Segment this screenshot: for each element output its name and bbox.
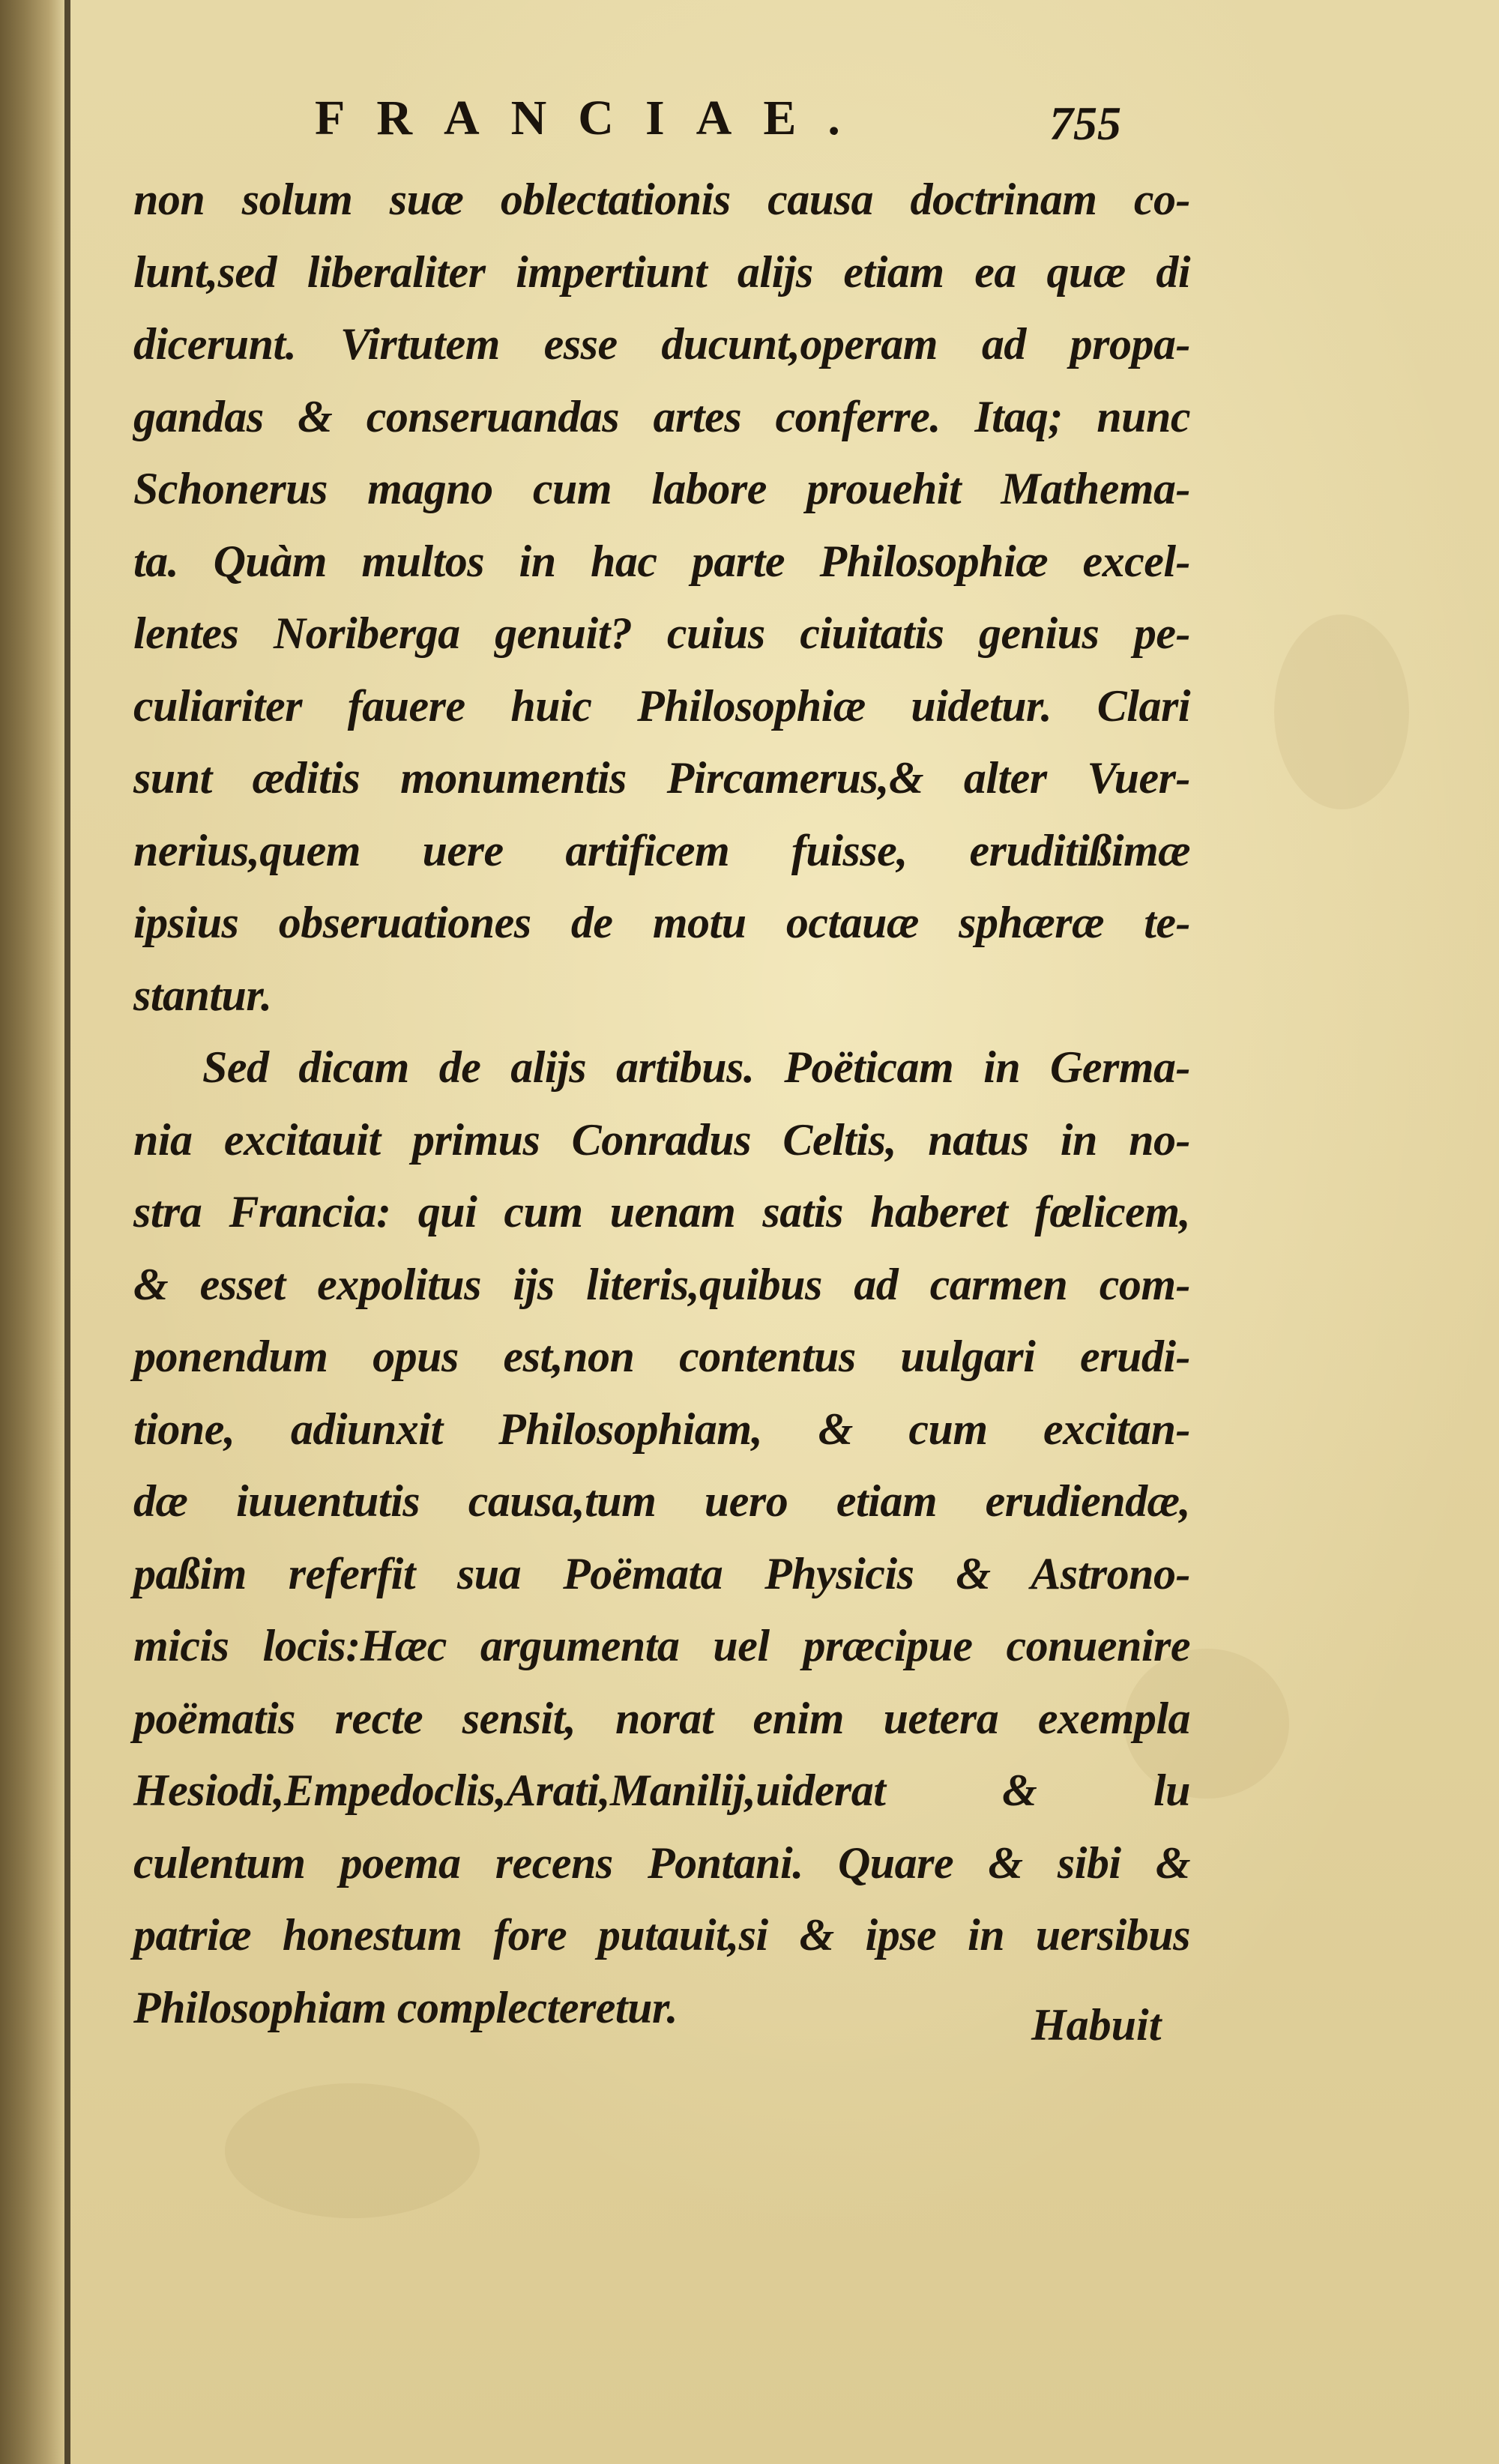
- text-line: & esset expolitus ijs literis,quibus ad carmen com-: [133, 1259, 1190, 1309]
- page-gutter: [0, 0, 69, 2464]
- text-line: dicerunt. Virtutem esse ducunt,operam ad propa-: [133, 319, 1190, 369]
- text-line: paßim referfit sua Poëmata Physicis & Astrono-: [133, 1548, 1190, 1598]
- body-text: [133, 163, 1190, 2044]
- text-line: lentes Noriberga genuit? cuius ciuitatis genius pe-: [133, 609, 1190, 658]
- text-line: tione, adiunxit Philosophiam, & cum excitan-: [133, 1404, 1190, 1454]
- text-line: lunt,sed liberaliter impertiunt alijs etiam ea quæ di: [133, 247, 1190, 297]
- text-line: poëmatis recte sensit, norat enim uetera exempla: [133, 1693, 1190, 1743]
- text-line: culiariter fauere huic Philosophiæ uidetur. Clari: [133, 680, 1190, 731]
- text-line: Sed dicam de alijs artibus. Poëticam in Germa-: [202, 1042, 1190, 1092]
- page-header: [0, 90, 1499, 157]
- text-line: stra Francia: qui cum uenam satis haberet fœlicem,: [133, 1187, 1190, 1236]
- paper-stain: [1274, 615, 1409, 809]
- text-line: Schonerus magno cum labore prouehit Mathema-: [133, 464, 1190, 513]
- running-title: FRANCIAE.: [315, 91, 872, 145]
- text-line: sunt æditis monumentis Pircamerus,& alter Vuer-: [133, 753, 1190, 803]
- text-line: micis locis:Hæc argumenta uel præcipue conuenire: [133, 1621, 1190, 1670]
- page-number: 755: [1049, 97, 1121, 150]
- paper-stain: [225, 2083, 480, 2218]
- text-line: ta. Quàm multos in hac parte Philosophiæ excel-: [133, 536, 1190, 586]
- text-line: patriæ honestum fore putauit,si & ipse in uersibus: [133, 1910, 1190, 1960]
- text-line: culentum poema recens Pontani. Quare & sibi &: [133, 1838, 1190, 1888]
- catchword: Habuit: [1031, 2000, 1162, 2050]
- gutter-edge: [64, 0, 70, 2464]
- text-line: stantur.: [133, 970, 272, 1020]
- text-line: ponendum opus est,non contentus uulgari erudi-: [133, 1332, 1190, 1381]
- text-line: Philosophiam complecteretur.: [133, 1982, 678, 2032]
- text-line: non solum suæ oblectationis causa doctrinam co-: [133, 175, 1190, 224]
- text-line: Hesiodi,Empedoclis,Arati,Manilij,uiderat & lu: [133, 1766, 1190, 1815]
- text-line: gandas & conseruandas artes conferre. Itaq; nunc: [133, 391, 1190, 441]
- text-line: nia excitauit primus Conradus Celtis, natus in no-: [133, 1114, 1190, 1165]
- text-line: nerius,quem uere artificem fuisse, eruditißimæ: [133, 825, 1190, 875]
- text-line: ipsius obseruationes de motu octauæ sphæræ te-: [133, 898, 1190, 947]
- text-line: dæ iuuentutis causa,tum uero etiam erudiendæ,: [133, 1476, 1190, 1526]
